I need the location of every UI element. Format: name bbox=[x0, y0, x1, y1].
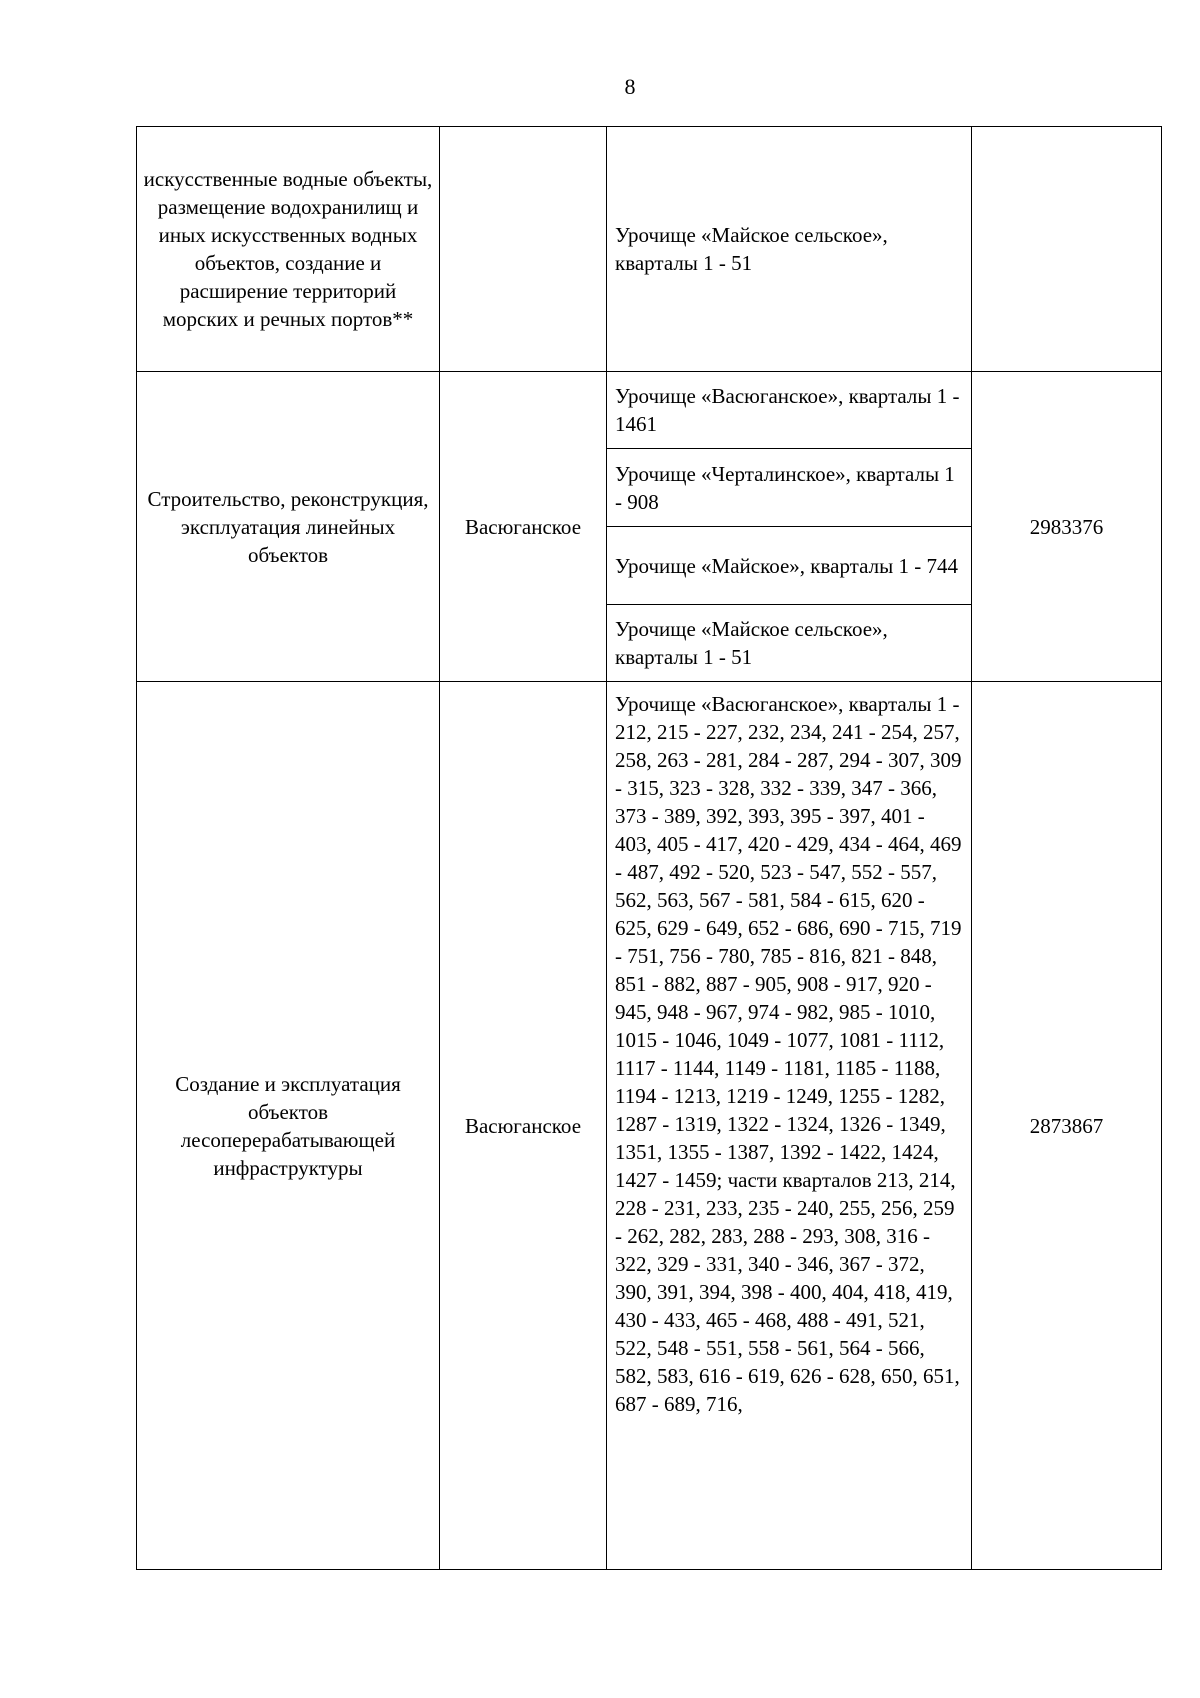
table-row bbox=[137, 682, 1162, 1570]
table-row bbox=[137, 127, 1162, 372]
location-cell: Урочище «Майское», кварталы 1 - 744 bbox=[607, 527, 972, 605]
location-cell: Урочище «Майское сельское», кварталы 1 - 51 bbox=[607, 605, 972, 682]
page-number: 8 bbox=[624, 74, 636, 99]
forestry-cell: Васюганское bbox=[440, 682, 607, 1570]
location-cell: Урочище «Черталинское», кварталы 1 - 908 bbox=[607, 449, 972, 527]
area-cell bbox=[972, 127, 1162, 372]
forest-use-table bbox=[136, 126, 1162, 1570]
forestry-cell bbox=[440, 127, 607, 372]
location-cell: Урочище «Васюганское», кварталы 1 - 1461 bbox=[607, 372, 972, 449]
purpose-cell: Строительство, реконструкция, эксплуатация линейных объектов bbox=[137, 372, 440, 682]
area-cell: 2983376 bbox=[972, 372, 1162, 682]
area-cell: 2873867 bbox=[972, 682, 1162, 1570]
forestry-cell: Васюганское bbox=[440, 372, 607, 682]
table-row bbox=[137, 372, 1162, 449]
location-cell: Урочище «Майское сельское», кварталы 1 - 51 bbox=[607, 127, 972, 372]
purpose-cell: искусственные водные объекты, размещение водохранилищ и иных искусственных водных объектов, создание и расширение территорий морских и речных портов** bbox=[137, 127, 440, 372]
purpose-cell: Создание и эксплуатация объектов лесоперерабатывающей инфраструктуры bbox=[137, 682, 440, 1570]
location-cell: Урочище «Васюганское», кварталы 1 - 212, 215 - 227, 232, 234, 241 - 254, 257, 258, 263 - 281, 284 - 287, 294 - 307, 309 - 315, 323 - 328, 332 - 339, 347 - 366, 373 - 389, 392, 393, 395 - 397, 401 - 403, 405 - 417, 420 - 429, 434 - 464, 469 - 487, 492 - 520, 523 - 547, 552 - 557, 562, 563, 567 - 581, 584 - 615, 620 - 625, 629 - 649, 652 - 686, 690 - 715, 719 - 751, 756 - 780, 785 - 816, 821 - 848, 851 - 882, 887 - 905, 908 - 917, 920 - 945, 948 - 967, 974 - 982, 985 - 1010, 1015 - 1046, 1049 - 1077, 1081 - 1112, 1117 - 1144, 1149 - 1181, 1185 - 1188, 1194 - 1213, 1219 - 1249, 1255 - 1282, 1287 - 1319, 1322 - 1324, 1326 - 1349, 1351, 1355 - 1387, 1392 - 1422, 1424, 1427 - 1459; части кварталов 213, 214, 228 - 231, 233, 235 - 240, 255, 256, 259 - 262, 282, 283, 288 - 293, 308, 316 - 322, 329 - 331, 340 - 346, 367 - 372, 390, 391, 394, 398 - 400, 404, 418, 419, 430 - 433, 465 - 468, 488 - 491, 521, 522, 548 - 551, 558 - 561, 564 - 566, 582, 583, 616 - 619, 626 - 628, 650, 651, 687 - 689, 716, bbox=[607, 682, 972, 1570]
